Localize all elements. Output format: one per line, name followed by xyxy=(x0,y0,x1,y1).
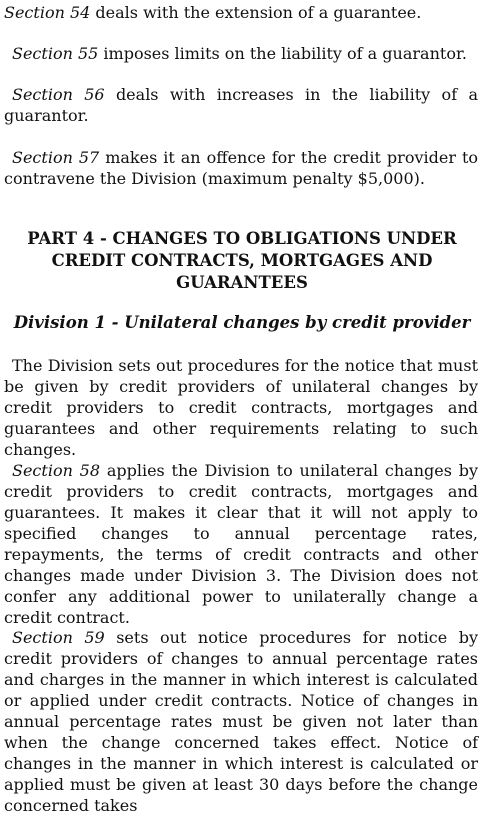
section-ref: Section 55 xyxy=(12,44,99,63)
section-ref: Section 56 xyxy=(12,85,105,104)
paragraph-text: deals with increases in the liability of a guarantor. xyxy=(4,85,479,125)
section-ref: Section 58 xyxy=(12,461,101,480)
paragraph-section-55 xyxy=(4,43,478,64)
section-ref: Section 54 xyxy=(4,3,91,22)
division-heading: Division 1 - Unilateral changes by credit provider xyxy=(13,313,471,332)
section-ref: Section 57 xyxy=(12,148,100,167)
section-ref: Section 59 xyxy=(12,628,105,647)
part-heading-line-1: PART 4 - CHANGES TO OBLIGATIONS UNDER xyxy=(27,229,457,248)
paragraph-section-58 xyxy=(4,460,478,628)
part-heading-line-2: CREDIT CONTRACTS, MORTGAGES AND xyxy=(51,251,433,270)
paragraph-text: deals with the extension of a guarantee. xyxy=(90,3,422,22)
paragraph-text: applies the Division to unilateral changes by credit providers to credit contracts, mortgages and guarantees. It makes it clear that it will not apply to specified changes to annual percentage rates, repayments, the terms of credit contracts and other changes made under Division 3. The Division does not confer any additional power to unilaterally change a credit contract. xyxy=(4,461,478,627)
part-heading xyxy=(0,228,484,294)
paragraph-division-intro: The Division sets out procedures for the notice that must be given by credit providers of unilateral changes by credit providers to credit contracts, mortgages and guarantees and other requirements relating to such changes. xyxy=(4,356,478,459)
paragraph-text: imposes limits on the liability of a guarantor. xyxy=(98,44,467,63)
paragraph-section-57 xyxy=(4,147,478,189)
paragraph-section-54 xyxy=(4,2,478,23)
paragraph-text: makes it an offence for the credit provider to contravene the Division (maximum penalty $5,000). xyxy=(4,148,479,188)
paragraph-text: sets out notice procedures for notice by credit providers of changes to annual percentage rates and charges in the manner in which interest is calculated or applied under credit contracts. Notice of changes in annual percentage rates must be given not later than when the change concerned takes effect. Notice of changes in the manner in which interest is calculated or applied must be given at least 30 days before the change concerned takes xyxy=(4,628,478,815)
part-heading-line-3: GUARANTEES xyxy=(176,273,308,292)
paragraph-section-56 xyxy=(4,84,478,126)
paragraph-section-59 xyxy=(4,627,478,816)
